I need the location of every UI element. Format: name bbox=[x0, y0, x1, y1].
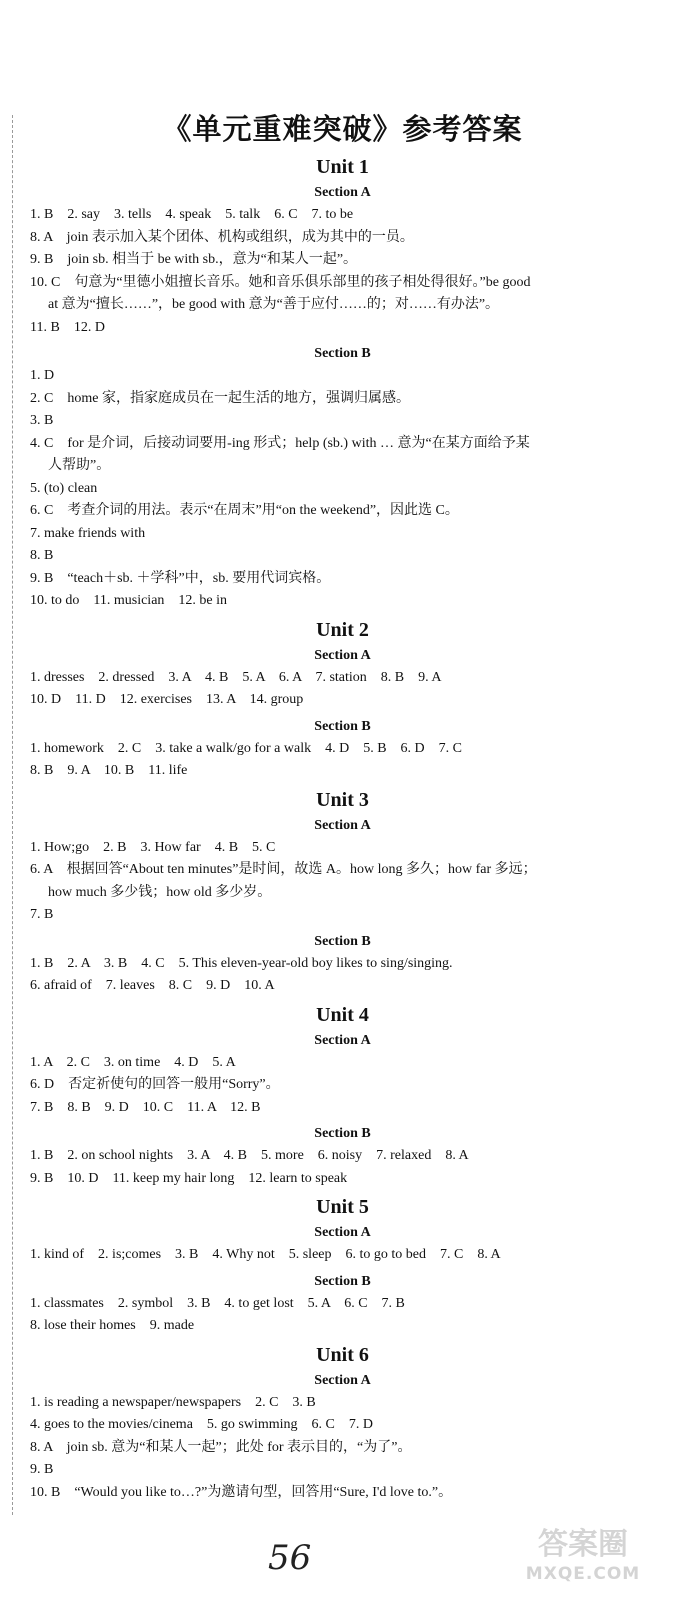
answer-line: 8. B bbox=[30, 548, 54, 563]
watermark-url: MXQE.COM bbox=[525, 1564, 641, 1584]
section-block bbox=[30, 343, 655, 613]
section-title: Section B bbox=[314, 1126, 371, 1141]
answer-line: 9. B join sb. 相当于 be with sb.，意为“和某人一起”。 bbox=[30, 252, 358, 267]
section-title: Section A bbox=[314, 817, 371, 833]
page-number: 56 bbox=[268, 1538, 312, 1578]
answer-line: 4. goes to the movies/cinema 5. go swimming 6. C 7. D bbox=[30, 1417, 373, 1432]
section-block bbox=[30, 182, 655, 339]
section-title: Section A bbox=[314, 185, 371, 200]
section-title: Section A bbox=[314, 1372, 371, 1388]
answer-line: 7. B bbox=[30, 907, 54, 922]
answer-line: 8. B 9. A 10. B 11. life bbox=[30, 763, 188, 778]
document-title: 《单元重难突破》参考答案 bbox=[162, 112, 523, 146]
watermark-text: 答案圈 bbox=[538, 1527, 628, 1562]
answer-line: 1. homework 2. C 3. take a walk/go for a walk 4. D 5. B 6. D 7. C bbox=[30, 740, 462, 756]
answer-line: 1. is reading a newspaper/newspapers 2. C 3. B bbox=[30, 1394, 316, 1410]
section-title: Section B bbox=[314, 346, 371, 361]
answer-line: 1. How;go 2. B 3. How far 4. B 5. C bbox=[30, 839, 276, 855]
section-title: Section A bbox=[314, 1225, 371, 1240]
unit-block bbox=[30, 787, 655, 998]
answer-line: 5. (to) clean bbox=[30, 480, 98, 496]
answer-line: 9. B bbox=[30, 1462, 54, 1477]
section-block bbox=[30, 1271, 655, 1338]
answer-line: 11. B 12. D bbox=[30, 319, 105, 335]
section-block bbox=[30, 645, 655, 712]
units-container bbox=[30, 154, 655, 1504]
unit-block bbox=[30, 617, 655, 783]
section-block bbox=[30, 1123, 655, 1190]
answer-lines bbox=[30, 738, 655, 783]
section-title: Section B bbox=[314, 933, 371, 949]
unit-block bbox=[30, 154, 655, 613]
answer-lines bbox=[30, 1052, 655, 1120]
answer-lines bbox=[30, 953, 655, 998]
answer-line: 1. D bbox=[30, 368, 55, 383]
section-title: Section B bbox=[314, 718, 371, 734]
answer-lines bbox=[30, 1244, 655, 1267]
answer-line: 10. D 11. D 12. exercises 13. A 14. group bbox=[30, 692, 304, 707]
answer-line: how much 多少钱；how old 多少岁。 bbox=[48, 884, 272, 900]
answer-line: 8. lose their homes 9. made bbox=[30, 1318, 195, 1333]
answer-line: 8. A join sb. 意为“和某人一起”；此处 for 表示目的，“为了”。 bbox=[30, 1439, 412, 1455]
answer-line: 7. B 8. B 9. D 10. C 11. A 12. B bbox=[30, 1099, 261, 1115]
unit-title: Unit 5 bbox=[316, 1196, 369, 1218]
answer-line: 10. C 句意为“里德小姐擅长音乐。她和音乐俱乐部里的孩子相处得很好。”be good bbox=[30, 274, 531, 290]
answer-line: 10. to do 11. musician 12. be in bbox=[30, 593, 228, 608]
watermark-logo bbox=[508, 1528, 658, 1588]
answer-lines bbox=[30, 1392, 655, 1505]
answer-page bbox=[30, 108, 655, 1508]
answer-line: 1. classmates 2. symbol 3. B 4. to get lost 5. A 6. C 7. B bbox=[30, 1295, 405, 1311]
answer-line: 1. B 2. A 3. B 4. C 5. This eleven-year-old boy likes to sing/singing. bbox=[30, 955, 453, 971]
answer-line: 6. D 否定祈使句的回答一般用“Sorry”。 bbox=[30, 1077, 280, 1092]
answer-line: 3. B bbox=[30, 413, 54, 428]
section-title: Section A bbox=[314, 647, 371, 663]
section-block bbox=[30, 1030, 655, 1120]
section-block bbox=[30, 716, 655, 783]
answer-line: 6. A 根据回答“About ten minutes”是时间，故选 A。how long 多久；how far 多远； bbox=[30, 862, 537, 877]
unit-title: Unit 3 bbox=[316, 788, 369, 811]
answer-lines bbox=[30, 1145, 655, 1190]
answer-line: 人帮助”。 bbox=[48, 458, 111, 473]
answer-line: 2. C home 家，指家庭成员在一起生活的地方，强调归属感。 bbox=[30, 390, 410, 406]
answer-line: 1. B 2. on school nights 3. A 4. B 5. more 6. noisy 7. relaxed 8. A bbox=[30, 1148, 469, 1163]
section-block bbox=[30, 931, 655, 998]
answer-lines bbox=[30, 837, 655, 927]
answer-line: 9. B “teach＋sb. ＋学科”中，sb. 要用代词宾格。 bbox=[30, 570, 331, 586]
answer-line: 1. dresses 2. dressed 3. A 4. B 5. A 6. A 7. station 8. B 9. A bbox=[30, 669, 442, 685]
unit-title: Unit 1 bbox=[316, 156, 369, 178]
answer-line: 6. C 考查介词的用法。表示“在周末”用“on the weekend”，因此选 C。 bbox=[30, 503, 459, 518]
answer-line: 8. A join 表示加入某个团体、机构或组织，成为其中的一员。 bbox=[30, 229, 414, 245]
answer-line: 1. A 2. C 3. on time 4. D 5. A bbox=[30, 1054, 236, 1070]
answer-lines bbox=[30, 1293, 655, 1338]
section-block bbox=[30, 1222, 655, 1267]
section-block bbox=[30, 1370, 655, 1505]
unit-title: Unit 2 bbox=[316, 618, 369, 641]
answer-line: 1. kind of 2. is;comes 3. B 4. Why not 5. sleep 6. to go to bed 7. C 8. A bbox=[30, 1247, 501, 1262]
answer-line: 1. B 2. say 3. tells 4. speak 5. talk 6. C 7. to be bbox=[30, 207, 354, 222]
answer-lines bbox=[30, 204, 655, 339]
answer-line: 4. C for 是介词，后接动词要用-ing 形式；help (sb.) with … 意为“在某方面给予某 bbox=[30, 435, 530, 451]
answer-line: 10. B “Would you like to…?”为邀请句型，回答用“Sure, I'd love to.”。 bbox=[30, 1484, 453, 1500]
answer-lines bbox=[30, 667, 655, 712]
answer-line: 9. B 10. D 11. keep my hair long 12. learn to speak bbox=[30, 1170, 348, 1186]
binding-dashed-line bbox=[12, 115, 13, 1515]
unit-title: Unit 6 bbox=[316, 1343, 369, 1366]
section-title: Section B bbox=[314, 1273, 371, 1289]
answer-line: at 意为“擅长……”，be good with 意为“善于应付……的；对……有办法”。 bbox=[48, 297, 500, 312]
section-title: Section A bbox=[314, 1032, 371, 1048]
section-block bbox=[30, 815, 655, 927]
answer-line: 7. make friends with bbox=[30, 525, 146, 541]
answer-lines bbox=[30, 365, 655, 613]
answer-line: 6. afraid of 7. leaves 8. C 9. D 10. A bbox=[30, 978, 275, 993]
unit-block bbox=[30, 1342, 655, 1505]
unit-block bbox=[30, 1002, 655, 1191]
unit-title: Unit 4 bbox=[316, 1003, 369, 1026]
unit-block bbox=[30, 1194, 655, 1338]
